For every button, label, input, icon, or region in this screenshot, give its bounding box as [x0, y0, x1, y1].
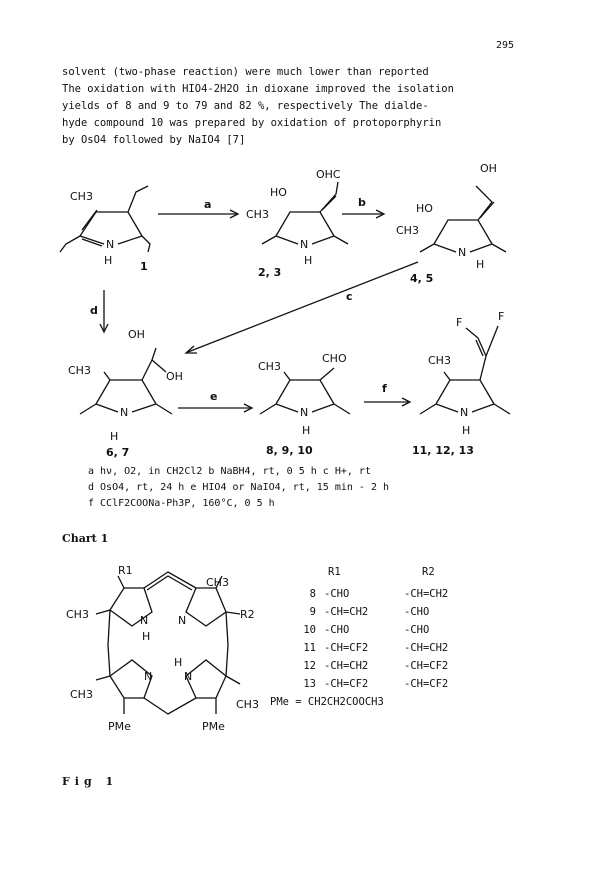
- porphyrin-h: H: [174, 656, 183, 669]
- label-oh: OH: [480, 162, 497, 175]
- arrow-e-label: e: [210, 390, 218, 403]
- figure-label: Fig 1: [62, 775, 119, 788]
- porphyrin-pme: PMe: [202, 720, 225, 733]
- label-ch3: CH3: [428, 354, 451, 367]
- porphyrin-pme: PMe: [108, 720, 131, 733]
- table-footnote: PMe = CH2CH2COOCH3: [270, 696, 384, 708]
- condition-line: d OsO4, rt, 24 h e HIO4 or NaIO4, rt, 15 min - 2 h: [88, 482, 390, 493]
- label-n: N: [300, 238, 309, 251]
- label-ohc: OHC: [316, 168, 341, 181]
- label-h: H: [304, 254, 313, 267]
- label-ch3: CH3: [70, 190, 93, 203]
- porphyrin-r2: R2: [240, 608, 255, 621]
- label-h: H: [110, 430, 119, 443]
- arrow-c-label: c: [346, 290, 353, 303]
- arrow-a-label: a: [204, 198, 212, 211]
- label-oh: OH: [166, 370, 183, 383]
- compound-111213-label: 11, 12, 13: [412, 444, 474, 457]
- label-ch3: CH3: [396, 224, 419, 237]
- arrow-d-label: d: [90, 304, 98, 317]
- arrow-b-label: b: [358, 196, 366, 209]
- porphyrin-ch3: CH3: [236, 698, 259, 711]
- label-n: N: [460, 406, 469, 419]
- condition-line: a hν, O2, in CH2Cl2 b NaBH4, rt, 0 5 h c H+, rt: [88, 466, 371, 477]
- porphyrin-r1: R1: [118, 564, 133, 577]
- header-r2: R2: [422, 566, 435, 578]
- porphyrin-ch3: CH3: [206, 576, 229, 589]
- label-ch3: CH3: [68, 364, 91, 377]
- compound-45-label: 4, 5: [410, 272, 434, 285]
- header-r1: R1: [328, 566, 341, 578]
- porphyrin-n: N: [144, 670, 153, 683]
- label-h: H: [462, 424, 471, 437]
- label-oh: OH: [128, 328, 145, 341]
- compound-67-label: 6, 7: [106, 446, 130, 459]
- chart-label: Chart 1: [62, 532, 109, 545]
- porphyrin-ch3: CH3: [70, 688, 93, 701]
- label-ho: HO: [416, 202, 433, 215]
- condition-line: f CClF2COONa-Ph3P, 160°C, 0 5 h: [88, 498, 275, 509]
- paragraph-line: hyde compound 10 was prepared by oxidation of protoporphyrin: [62, 117, 442, 129]
- paragraph-line: The oxidation with HIO4-2H2O in dioxane improved the isolation: [62, 83, 454, 95]
- label-f: F: [498, 310, 505, 323]
- arrow-c: [188, 262, 418, 352]
- label-cho: CHO: [322, 352, 347, 365]
- paragraph-line: solvent (two-phase reaction) were much lower than reported: [62, 66, 429, 78]
- porphyrin-n: N: [184, 670, 193, 683]
- vinyl-1: [128, 186, 148, 212]
- label-h: H: [104, 254, 113, 267]
- ring-1: [80, 212, 142, 236]
- porphyrin-structure: [96, 572, 240, 714]
- paragraph-line: by OsO4 followed by NaIO4 [7]: [62, 134, 246, 146]
- label-n: N: [458, 246, 467, 259]
- label-h: H: [476, 258, 485, 271]
- label-ch3: CH3: [258, 360, 281, 373]
- compound-1-label: 1: [140, 260, 148, 273]
- label-n: N: [120, 406, 129, 419]
- compound-8910-label: 8, 9, 10: [266, 444, 313, 457]
- porphyrin-ch3: CH3: [66, 608, 89, 621]
- porphyrin-n: N: [178, 614, 187, 627]
- label-f: F: [456, 316, 463, 329]
- label-ch3: CH3: [246, 208, 269, 221]
- arrow-f-label: f: [382, 382, 387, 395]
- compound-23-label: 2, 3: [258, 266, 282, 279]
- porphyrin-h: H: [142, 630, 151, 643]
- label-h: H: [302, 424, 311, 437]
- porphyrin-n: N: [140, 614, 149, 627]
- label-n: N: [300, 406, 309, 419]
- paragraph-line: yields of 8 and 9 to 79 and 82 %, respectively The dialde-: [62, 100, 429, 112]
- label-n: N: [106, 238, 115, 251]
- label-ho: HO: [270, 186, 287, 199]
- page-number: 295: [496, 40, 515, 51]
